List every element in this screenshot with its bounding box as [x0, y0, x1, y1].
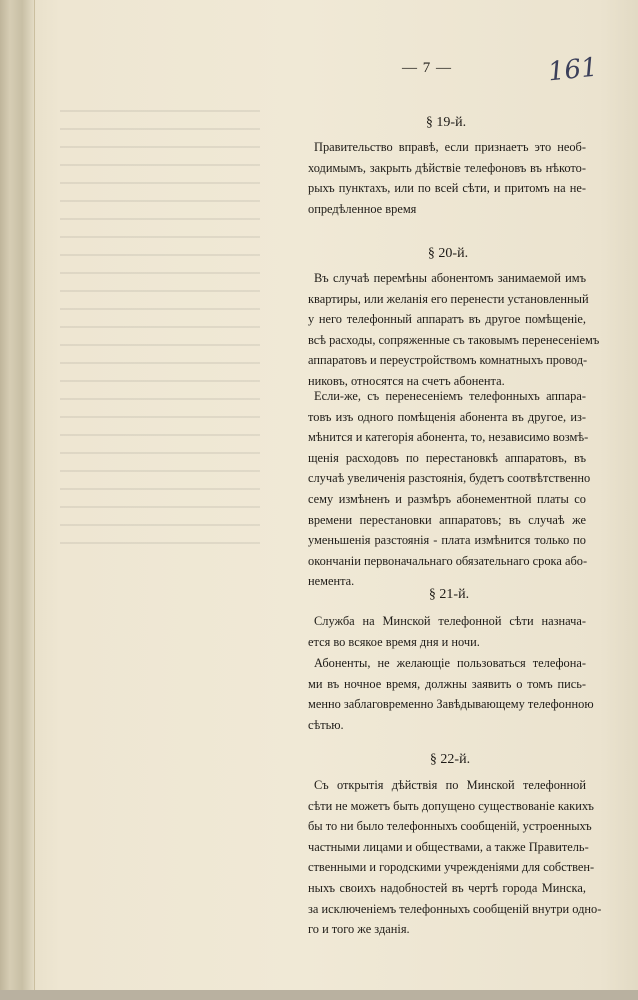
text-line: бы то ни было телефонныхъ сообщеній, устроенныхъ: [308, 819, 592, 834]
text-line: сему измѣненъ и размѣръ абонементной платы со: [308, 491, 586, 506]
text-line: немента.: [308, 574, 355, 589]
text-line: Правительство вправѣ, если признаетъ это необ-: [314, 140, 586, 154]
text-line: случаѣ увеличенія разстоянія, будетъ соотвѣтственно: [308, 471, 591, 486]
paragraph: [308, 137, 586, 219]
text-line: Абоненты, не желающіе пользоваться телефона-: [314, 656, 586, 670]
text-line: ныхъ своихъ надобностей въ чертѣ города Минска,: [308, 880, 586, 895]
paragraph: [308, 611, 586, 652]
text-line: Если-же, съ перенесеніемъ телефонныхъ аппара-: [314, 389, 586, 403]
page-number: — 7 —: [402, 60, 452, 76]
text-line: ходимымъ, закрыть дѣйствіе телефоновъ въ нѣкото-: [308, 160, 586, 175]
book-binding-edge: [0, 0, 35, 1000]
text-line: менно заблаговременно Завѣдывающему телефонною: [308, 697, 594, 712]
text-line: щенія расходовъ по перестановкѣ аппаратовъ, въ: [308, 450, 586, 465]
paragraph: [308, 653, 594, 735]
text-line: го и того же зданія.: [308, 922, 410, 937]
text-line: аппаратовъ и переустройствомъ комнатныхъ провод-: [308, 353, 588, 368]
section-heading: § 20-й.: [427, 246, 469, 261]
text-line: времени перестановки аппаратовъ; въ случаѣ же: [308, 512, 586, 527]
paragraph: [308, 386, 591, 592]
text-line: товъ изъ одного помѣщенія абонента въ другое, из-: [308, 409, 586, 424]
show-through-text: [60, 100, 260, 560]
text-line: сѣти не можетъ быть допущено существованіе какихъ: [308, 798, 594, 813]
paragraph: [308, 775, 602, 940]
text-line: всѣ расходы, сопряженные съ таковымъ перенесеніемъ: [308, 332, 600, 347]
archive-handwritten-mark: 161: [546, 52, 600, 88]
section-heading: § 22-й.: [429, 752, 471, 767]
text-line: Въ случаѣ перемѣны абонентомъ занимаемой имъ: [314, 271, 586, 285]
text-line: окончаніи первоначальнаго обязательнаго срока або-: [308, 553, 588, 568]
text-line: опредѣленное время: [308, 201, 417, 216]
paragraph: [308, 268, 600, 392]
text-line: уменьшенія разстоянія - плата измѣнится только по: [308, 533, 586, 548]
text-line: никовъ, относятся на счетъ абонента.: [308, 373, 505, 388]
text-line: за исключеніемъ телефонныхъ сообщеній внутри одно-: [308, 901, 602, 916]
text-line: Служба на Минской телефонной сѣти назнача-: [314, 614, 586, 628]
section-heading: § 19-й.: [425, 115, 467, 130]
page-bottom-edge: [0, 990, 638, 1000]
section-heading: § 21-й.: [428, 587, 470, 602]
text-line: частными лицами и обществами, а также Правитель-: [308, 839, 589, 854]
text-line: ется во всякое время дня и ночи.: [308, 634, 480, 649]
text-line: рыхъ пунктахъ, или по всей сѣти, и притомъ на не-: [308, 181, 586, 196]
text-line: сѣтью.: [308, 717, 344, 732]
text-line: ми въ ночное время, должны заявить о томъ пись-: [308, 676, 586, 691]
text-line: мѣнится и категорія абонента, то, независимо возмѣ-: [308, 430, 589, 445]
text-line: квартиры, или желанія его перенести установленный: [308, 291, 589, 306]
text-line: Съ открытія дѣйствія по Минской телефонной: [314, 778, 586, 792]
text-line: ственными и городскими учрежденіями для собствен-: [308, 860, 595, 875]
text-line: у него телефонный аппаратъ въ другое помѣщеніе,: [308, 312, 586, 327]
